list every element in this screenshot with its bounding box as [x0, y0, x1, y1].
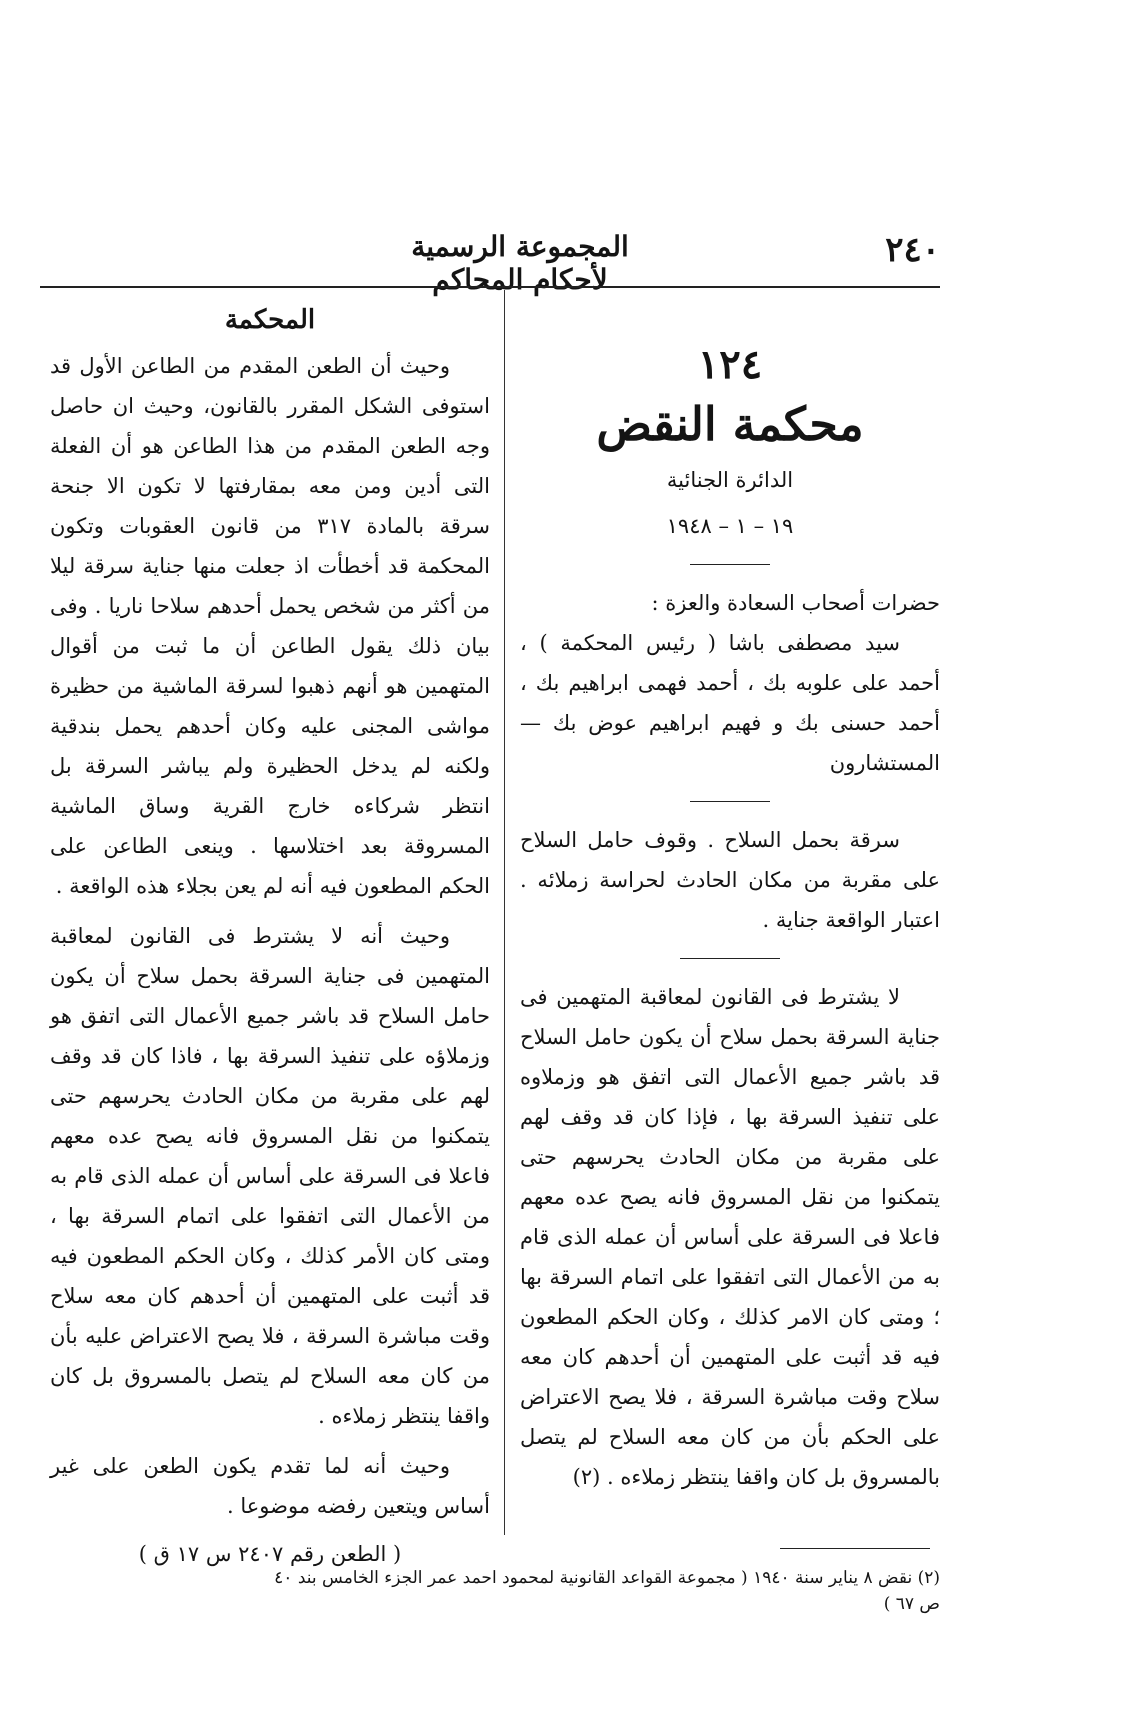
section-title: المحكمة	[224, 305, 316, 335]
judges-list: سيد مصطفى باشا ( رئيس المحكمة ) ، أحمد على علوبه بك ، أحمد فهمى ابراهيم بك ، أحمد حسنى بك و فهيم ابراهيم عوض بك — المستشارون	[520, 631, 940, 775]
chamber-name: الدائرة الجنائية	[666, 468, 794, 492]
judges-intro: حضرات أصحاب السعادة والعزة :	[651, 591, 940, 615]
footnote-rule	[780, 1548, 930, 1549]
case-summary: سرقة بحمل السلاح . وقوف حامل السلاح على مقربة من مكان الحادث لحراسة زملائه . اعتبار الواقعة جناية .	[520, 828, 940, 932]
separator-rule	[680, 958, 780, 959]
left-column	[50, 300, 490, 1574]
judgment-paragraph: وحيث أن الطعن المقدم من الطاعن الأول قد استوفى الشكل المقرر بالقانون، وحيث ان حاصل وجه الطعن المقدم من هذا الطاعن هو أن الفعلة التى أدين ومن معه بمقارفتها لا تكون الا جنحة سرقة بالمادة ٣١٧ من قانون العقوبات وتكون المحكمة قد أخطأت اذ جعلت منها جناية سرقة ليلا من أكثر من شخص يحمل أحدهم سلاحا ناريا . وفى بيان ذلك يقول الطاعن أن ما ثبت من أقوال المتهمين هو أنهم ذهبوا لسرقة الماشية من حظيرة مواشى المجنى عليه وكان أحدهم يحمل بندقية ولكنه لم يدخل الحظيرة ولم يباشر السرقة بل انتظر شركاءه خارج القرية وساق الماشية المسروقة بعد اختلاسها . وينعى الطاعن على الحكم المطعون فيه أنه لم يعن بجلاء هذه الواقعة .	[50, 354, 490, 898]
separator-rule	[690, 564, 770, 565]
judgment-date: ١٩ – ١ – ١٩٤٨	[666, 514, 794, 538]
page-header	[40, 215, 940, 296]
running-title: المجموعة الرسمية لأحكام المحاكم	[411, 230, 629, 296]
right-column	[520, 340, 940, 1497]
appeal-reference: ( الطعن رقم ٢٤٠٧ س ١٧ ق )	[138, 1542, 402, 1566]
judgment-paragraph: وحيث أنه لما تقدم يكون الطعن على غير أساس ويتعين رفضه موضوعا .	[50, 1454, 490, 1518]
footnote: (٢) نقض ٨ يناير سنة ١٩٤٠ ( مجموعة القواعد القانونية لمحمود احمد عمر الجزء الخامس بند ٤٠ ص ٦٧ )	[274, 1568, 940, 1614]
court-name: محكمة النقض	[596, 397, 864, 451]
separator-rule	[690, 801, 770, 802]
judgment-paragraph: وحيث أنه لا يشترط فى القانون لمعاقبة المتهمين فى جناية السرقة بحمل سلاح أن يكون حامل السلاح قد باشر جميع الأعمال التى اتفق هو وزملاؤه على تنفيذ السرقة بها ، فاذا كان قد وقف لهم على مقربة من مكان الحادث يحرسهم حتى يتمكنوا من نقل المسروق فانه يصح عده معهم فاعلا فى السرقة على أساس أن عمله الذى قام به من الأعمال التى اتفقوا على اتمام السرقة بها ، ومتى كان الأمر كذلك ، وكان الحكم المطعون فيه قد أثبت على المتهمين أن أحدهم كان معه سلاح وقت مباشرة السرقة ، فلا يصح الاعتراض عليه بأن من كان معه السلاح لم يتصل بالمسروق بل كان واقفا ينتظر زملاءه .	[50, 924, 490, 1428]
case-number: ١٢٤	[697, 341, 763, 388]
column-divider	[504, 290, 505, 1535]
legal-holding: لا يشترط فى القانون لمعاقبة المتهمين فى جناية السرقة بحمل سلاح أن يكون حامل السلاح قد باشر جميع الأعمال التى اتفق هو وزملاوه على تنفيذ السرقة بها ، فإذا كان قد وقف لهم على مقربة من مكان الحادث يحرسهم حتى يتمكنوا من نقل المسروق فانه يصح عده معهم فاعلا فى السرقة على أساس أن عمله الذى قام به من الأعمال التى اتفقوا على اتمام السرقة بها ؛ ومتى كان الامر كذلك ، وكان الحكم المطعون فيه قد أثبت على المتهمين أن أحدهم كان معه سلاح وقت مباشرة السرقة ، فلا يصح الاعتراض على الحكم بأن من كان معه السلاح لم يتصل بالمسروق بل كان واقفا ينتظر زملاءه . (٢)	[520, 985, 940, 1489]
page-number: ٢٤٠	[885, 230, 940, 270]
header-rule	[40, 286, 940, 288]
